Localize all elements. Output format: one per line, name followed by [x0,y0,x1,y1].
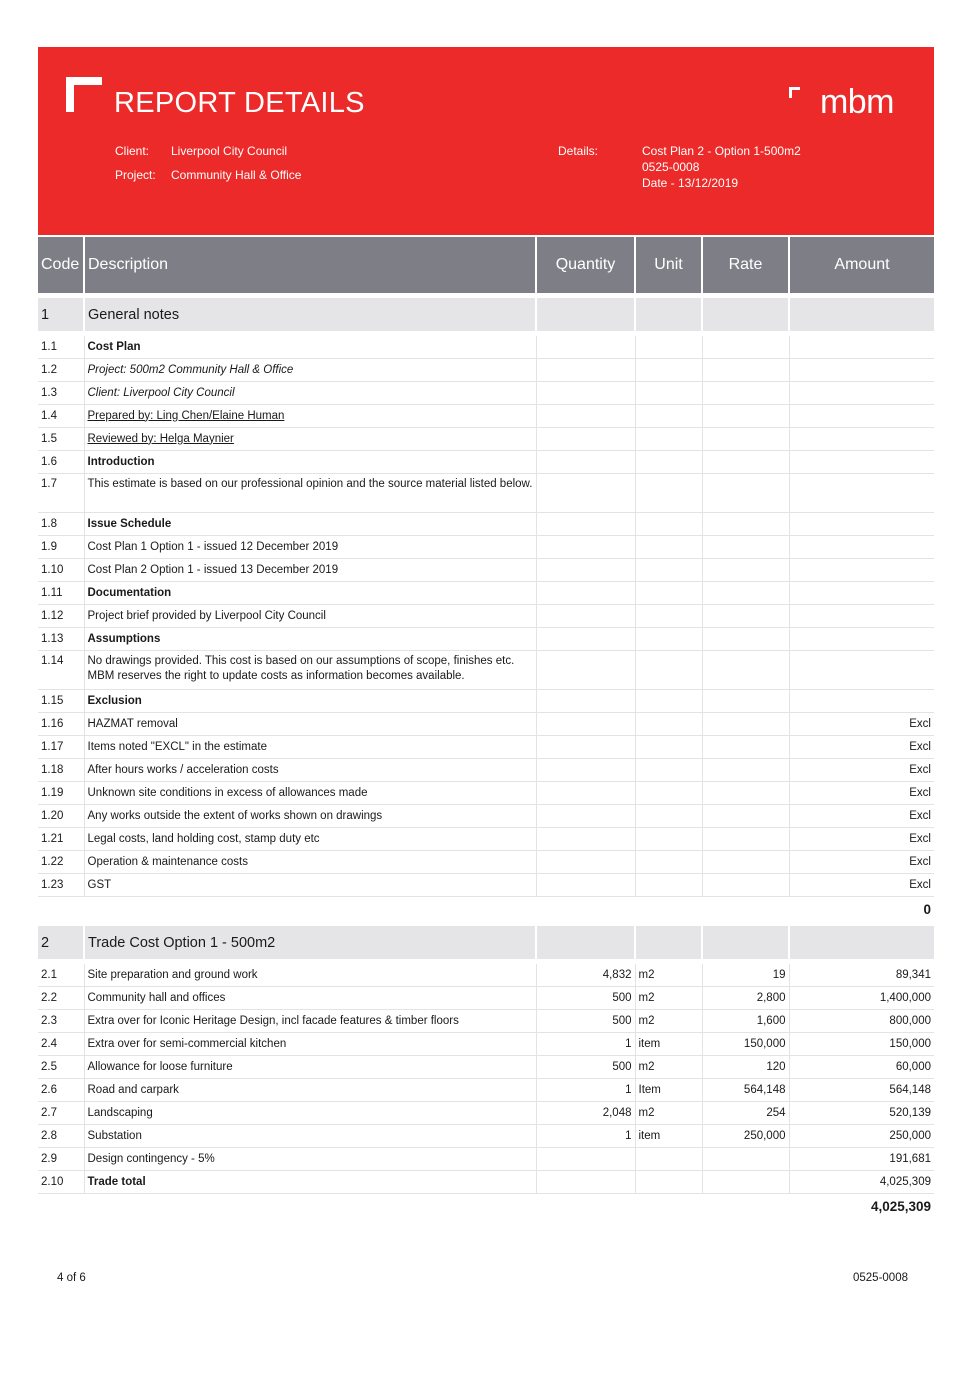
row-description: Cost Plan 2 Option 1 - issued 13 December 2019 [84,559,536,582]
row-amount: Excl [789,713,934,736]
row-quantity: 1 [536,1079,635,1102]
row-amount [789,382,934,405]
table-row [38,713,934,736]
row-description: Allowance for loose furniture [84,1056,536,1079]
brand-mark-icon [789,87,800,98]
row-code: 2.4 [38,1033,84,1056]
section-total: 4,025,309 [870,1198,931,1214]
row-code: 1.16 [38,713,84,736]
row-unit: m2 [635,1102,702,1125]
section-total-row [38,897,934,922]
row-description: Site preparation and ground work [84,964,536,987]
row-amount [789,474,934,513]
table-row [38,405,934,428]
table-row [38,759,934,782]
column-header-unit: Unit [635,237,702,293]
row-amount: 89,341 [789,964,934,987]
row-rate: 19 [702,964,789,987]
row-quantity: 2,048 [536,1102,635,1125]
row-amount: Excl [789,782,934,805]
row-code: 2.3 [38,1010,84,1033]
table-row [38,628,934,651]
details-line: Date - 13/12/2019 [642,176,739,190]
row-code: 1.8 [38,513,84,536]
table-row [38,359,934,382]
row-description: Design contingency - 5% [84,1148,536,1171]
table-row [38,382,934,405]
table-row [38,536,934,559]
table-row [38,1102,934,1125]
row-amount: Excl [789,736,934,759]
cost-table [38,237,934,1218]
row-description: Cost Plan 1 Option 1 - issued 12 December 2019 [84,536,536,559]
row-quantity: 1 [536,1125,635,1148]
row-quantity: 500 [536,1010,635,1033]
row-code: 1.5 [38,428,84,451]
table-row [38,874,934,897]
table-row [38,1125,934,1148]
section-title: General notes [84,298,536,331]
section-title: Trade Cost Option 1 - 500m2 [84,926,536,959]
table-row [38,513,934,536]
table-header-row [38,237,934,293]
row-code: 1.18 [38,759,84,782]
row-code: 2.2 [38,987,84,1010]
table-row [38,851,934,874]
row-description: Operation & maintenance costs [84,851,536,874]
row-quantity: 500 [536,987,635,1010]
row-amount: 520,139 [789,1102,934,1125]
row-amount [789,451,934,474]
row-description: Legal costs, land holding cost, stamp duty etc [84,828,536,851]
row-unit: Item [635,1079,702,1102]
row-amount [789,428,934,451]
row-amount: 191,681 [789,1148,934,1171]
table-row [38,736,934,759]
row-code: 2.6 [38,1079,84,1102]
row-code: 1.23 [38,874,84,897]
row-code: 1.6 [38,451,84,474]
page-number: 4 of 6 [57,1272,86,1284]
row-code: 1.19 [38,782,84,805]
row-amount: 4,025,309 [789,1171,934,1194]
client-label: Client: [115,144,150,158]
row-amount: 564,148 [789,1079,934,1102]
row-amount [789,582,934,605]
row-code: 1.11 [38,582,84,605]
row-amount: Excl [789,874,934,897]
row-amount [789,651,934,690]
row-description: Client: Liverpool City Council [84,382,536,405]
row-unit: m2 [635,987,702,1010]
table-row [38,987,934,1010]
details-label: Details: [558,144,599,158]
row-description: Road and carpark [84,1079,536,1102]
row-unit: item [635,1125,702,1148]
row-description: Documentation [84,582,536,605]
table-row [38,1079,934,1102]
row-description: Extra over for Iconic Heritage Design, incl facade features & timber floors [84,1010,536,1033]
row-amount [789,359,934,382]
row-amount [789,336,934,359]
row-code: 2.8 [38,1125,84,1148]
page-title: REPORT DETAILS [114,87,365,119]
table-row [38,474,934,513]
row-code: 1.9 [38,536,84,559]
row-amount [789,536,934,559]
table-row [38,805,934,828]
row-code: 2.1 [38,964,84,987]
table-row [38,651,934,690]
corner-logo-icon [66,77,102,112]
row-unit: m2 [635,1056,702,1079]
details-block [642,143,801,191]
brand-logo: mbm [819,83,894,121]
row-amount [789,559,934,582]
details-line: 0525-0008 [642,160,700,174]
row-rate: 250,000 [702,1125,789,1148]
table-row [38,690,934,713]
row-amount: Excl [789,828,934,851]
row-amount: Excl [789,759,934,782]
row-amount: 1,400,000 [789,987,934,1010]
table-row [38,451,934,474]
row-description: This estimate is based on our professional opinion and the source material listed below. [84,474,536,513]
row-code: 1.21 [38,828,84,851]
row-description: Project brief provided by Liverpool City Council [84,605,536,628]
document-reference: 0525-0008 [853,1272,908,1284]
section-header-trade-cost [38,926,934,959]
report-header [38,47,934,235]
row-quantity [536,1171,635,1194]
row-description: Extra over for semi-commercial kitchen [84,1033,536,1056]
row-description: Landscaping [84,1102,536,1125]
row-rate: 150,000 [702,1033,789,1056]
row-unit: m2 [635,1010,702,1033]
row-amount [789,690,934,713]
column-header-quantity: Quantity [536,237,635,293]
row-description: Project: 500m2 Community Hall & Office [84,359,536,382]
row-code: 1.7 [38,474,84,513]
row-amount: 60,000 [789,1056,934,1079]
table-row [38,1171,934,1194]
row-amount: 150,000 [789,1033,934,1056]
row-unit: m2 [635,964,702,987]
table-row [38,1148,934,1171]
row-description: No drawings provided. This cost is based on our assumptions of scope, finishes etc. MBM reserves the right to update costs as information becomes available. [84,651,536,690]
row-description: Prepared by: Ling Chen/Elaine Human [84,405,536,428]
row-code: 1.4 [38,405,84,428]
row-description: Trade total [84,1171,536,1194]
row-description: After hours works / acceleration costs [84,759,536,782]
row-code: 1.2 [38,359,84,382]
row-amount [789,513,934,536]
row-rate: 2,800 [702,987,789,1010]
row-code: 1.13 [38,628,84,651]
row-code: 1.1 [38,336,84,359]
row-quantity: 4,832 [536,964,635,987]
table-row [38,828,934,851]
column-header-code: Code [38,237,84,293]
row-description: Cost Plan [84,336,536,359]
row-rate [702,1148,789,1171]
row-amount: Excl [789,851,934,874]
row-code: 1.17 [38,736,84,759]
table-row [38,428,934,451]
section-header-general-notes [38,298,934,331]
row-code: 1.14 [38,651,84,690]
row-amount: 800,000 [789,1010,934,1033]
row-code: 2.9 [38,1148,84,1171]
row-description: Assumptions [84,628,536,651]
table-row [38,336,934,359]
column-header-amount: Amount [789,237,934,293]
row-quantity: 500 [536,1056,635,1079]
row-description: Exclusion [84,690,536,713]
row-code: 1.10 [38,559,84,582]
table-row [38,1056,934,1079]
row-amount [789,405,934,428]
section-code: 2 [38,926,84,959]
column-header-rate: Rate [702,237,789,293]
table-row [38,782,934,805]
table-row [38,1033,934,1056]
row-amount: 250,000 [789,1125,934,1148]
row-unit [635,1148,702,1171]
row-code: 2.10 [38,1171,84,1194]
row-code: 1.3 [38,382,84,405]
row-description: Substation [84,1125,536,1148]
row-description: Issue Schedule [84,513,536,536]
project-label: Project: [115,168,156,182]
details-line: Cost Plan 2 - Option 1-500m2 [642,144,801,158]
column-header-description: Description [84,237,536,293]
row-description: Reviewed by: Helga Maynier [84,428,536,451]
row-code: 1.22 [38,851,84,874]
row-code: 2.7 [38,1102,84,1125]
row-code: 1.12 [38,605,84,628]
row-rate: 1,600 [702,1010,789,1033]
row-code: 1.20 [38,805,84,828]
section-code: 1 [38,298,84,331]
table-row [38,964,934,987]
row-quantity: 1 [536,1033,635,1056]
row-description: HAZMAT removal [84,713,536,736]
row-description: GST [84,874,536,897]
table-row [38,559,934,582]
row-description: Unknown site conditions in excess of allowances made [84,782,536,805]
row-amount: Excl [789,805,934,828]
table-row [38,582,934,605]
row-amount [789,605,934,628]
section-total: 0 [923,901,931,917]
row-rate [702,1171,789,1194]
row-amount [789,628,934,651]
client-value: Liverpool City Council [171,144,288,158]
row-description: Items noted "EXCL" in the estimate [84,736,536,759]
table-row [38,605,934,628]
table-row [38,1010,934,1033]
row-unit: item [635,1033,702,1056]
row-rate: 120 [702,1056,789,1079]
row-rate: 254 [702,1102,789,1125]
row-description: Community hall and offices [84,987,536,1010]
row-rate: 564,148 [702,1079,789,1102]
row-unit [635,1171,702,1194]
row-description: Any works outside the extent of works shown on drawings [84,805,536,828]
row-code: 1.15 [38,690,84,713]
row-quantity [536,1148,635,1171]
row-description: Introduction [84,451,536,474]
project-value: Community Hall & Office [171,168,302,182]
row-code: 2.5 [38,1056,84,1079]
section-total-row [38,1194,934,1219]
